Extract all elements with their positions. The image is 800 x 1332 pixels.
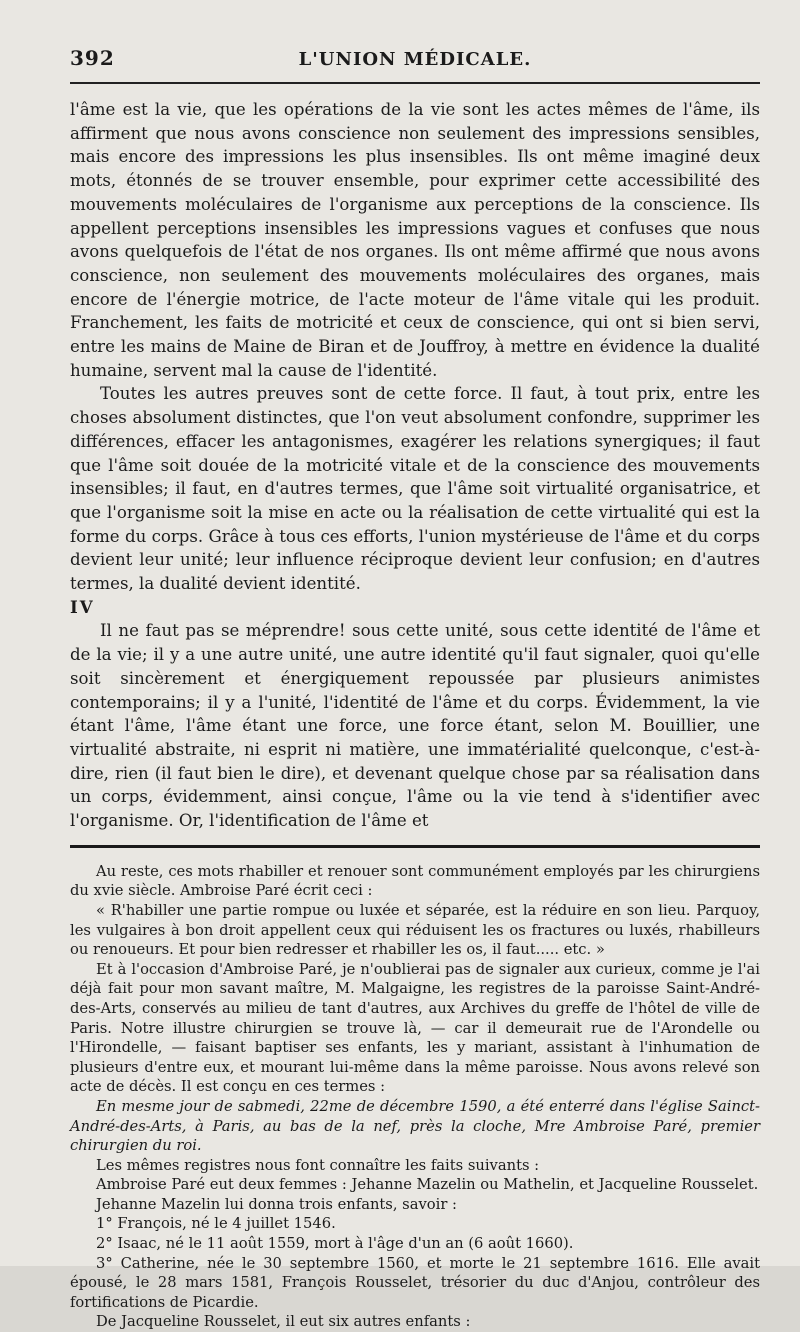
note-5: Les mêmes registres nous font connaître les faits suivants : — [96, 1156, 540, 1174]
section-heading: IV — [70, 596, 95, 617]
note-child-3: 3° Catherine, née le 30 septembre 1560, et morte le 21 septembre 1616. Elle avait épousé, le 28 mars 1581, François Rousselet, trésorier du duc d'Anjou, contrôleur des fortifications de Picardie. — [70, 1254, 760, 1311]
note-child-1: 1° François, né le 4 juillet 1546. — [96, 1215, 336, 1233]
running-title: L'UNION MÉDICALE. — [298, 49, 532, 70]
note-child-2: 2° Isaac, né le 11 août 1559, mort à l'âge d'un an (6 août 1660). — [96, 1235, 574, 1253]
footnotes — [70, 862, 760, 1332]
paragraph-1: l'âme est la vie, que les opérations de la vie sont les actes mêmes de l'âme, ils affirment que nous avons conscience non seulement des impressions sensibles, mais encore des impressions les plus insensibles. Ils ont même imaginé deux mots, étonnés de se trouver ensemble, pour exprimer cette accessibilité des mouvements moléculaires de l'organisme aux perceptions de la conscience. Ils appellent perceptions insensibles les impressions vagues et confuses que nous avons quelquefois de l'état de nos organes. Ils ont même affirmé que nous avons conscience, non seulement des mouvements moléculaires des organes, mais encore de l'énergie motrice, de l'acte moteur de l'âme vitale qui les produit. Franchement, les faits de motricité et ceux de conscience, qui ont si bien servi, entre les mains de Maine de Biran et de Jouffroy, à mettre en évidence la dualité humaine, servent mal la cause de l'identité. — [70, 100, 760, 380]
page-header — [70, 46, 760, 70]
note-quote: « R'habiller une partie rompue ou luxée et séparée, est la réduire en son lieu. Parquoy, les vulgaires à bon droit appellent ceux qui réduisent les os fractures ou luxés, rhabilleurs ou renoueurs. Et pour bien redresser et rhabiller les os, il faut..... etc. » — [70, 901, 760, 959]
note-7: Jehanne Mazelin lui donna trois enfants, savoir : — [96, 1195, 457, 1213]
note-death-record: En mesme jour de sabmedi, 22me de décembre 1590, a été enterré dans l'église Sainct-André-des-Arts, à Paris, au bas de la nef, près la cloche, Mre Ambroise Paré, premier chirurgien du roi. — [70, 1097, 760, 1155]
main-text — [70, 98, 760, 833]
header-rule — [70, 82, 760, 84]
note-6: Ambroise Paré eut deux femmes : Jehanne Mazelin ou Mathelin, et Jacqueline Rousselet. — [96, 1176, 759, 1194]
page-number: 392 — [70, 46, 115, 70]
note-3: Et à l'occasion d'Ambroise Paré, je n'oublierai pas de signaler aux curieux, comme je l'ai déjà fait pour mon savant maître, M. Malgaigne, les registres de la paroisse Saint-André-des-Arts, conservés au milieu de tant d'autres, aux Archives du greffe de l'hôtel de ville de Paris. Notre illustre chirurgien se trouve là, — car il demeurait rue de l'Arondelle ou l'Hirondelle, — faisant baptiser ses enfants, les y mariant, assistant à l'inhumation de plusieurs d'entre eux, et mourant lui-même dans la même paroisse. Nous avons relevé son acte de décès. Il est conçu en ces termes : — [70, 960, 760, 1096]
paragraph-3: Il ne faut pas se méprendre! sous cette unité, sous cette identité de l'âme et de la vie; il y a une autre unité, une autre identité qu'il faut signaler, quoi qu'elle soit sincèrement et énergiquement repoussée par plusieurs animistes contemporains; il y a l'unité, l'identité de l'âme et du corps. Évidemment, la vie étant l'âme, l'âme étant une force, une force étant, selon M. Bouillier, une virtualité abstraite, ni esprit ni matière, une immatérialité quelconque, c'est-à-dire, rien (il faut bien le dire), et devenant quelque chose par sa réalisation dans un corps, évidemment, ainsi conçue, l'âme ou la vie tend à s'identifier avec l'organisme. Or, l'identification de l'âme et — [70, 621, 760, 831]
paragraph-2: Toutes les autres preuves sont de cette force. Il faut, à tout prix, entre les choses absolument distinctes, que l'on veut absolument confondre, supprimer les différences, effacer les antagonismes, exagérer les relations synergiques; il faut que l'âme soit douée de la motricité vitale et de la conscience des mouvements insensibles; il faut, en d'autres termes, que l'âme soit virtualité organisatrice, et que l'organisme soit la mise en acte ou la réalisation de cette virtualité qui est la forme du corps. Grâce à tous ces efforts, l'union mystérieuse de l'âme et du corps devient leur unité; leur influence réciproque devient leur confusion; en d'autres termes, la dualité devient identité. — [70, 384, 760, 594]
note-1: Au reste, ces mots rhabiller et renouer sont communément employés par les chirurgiens du xvie siècle. Ambroise Paré écrit ceci : — [70, 862, 760, 900]
note-11: De Jacqueline Rousselet, il eut six autres enfants : — [96, 1313, 471, 1331]
footnote-rule — [70, 845, 760, 848]
